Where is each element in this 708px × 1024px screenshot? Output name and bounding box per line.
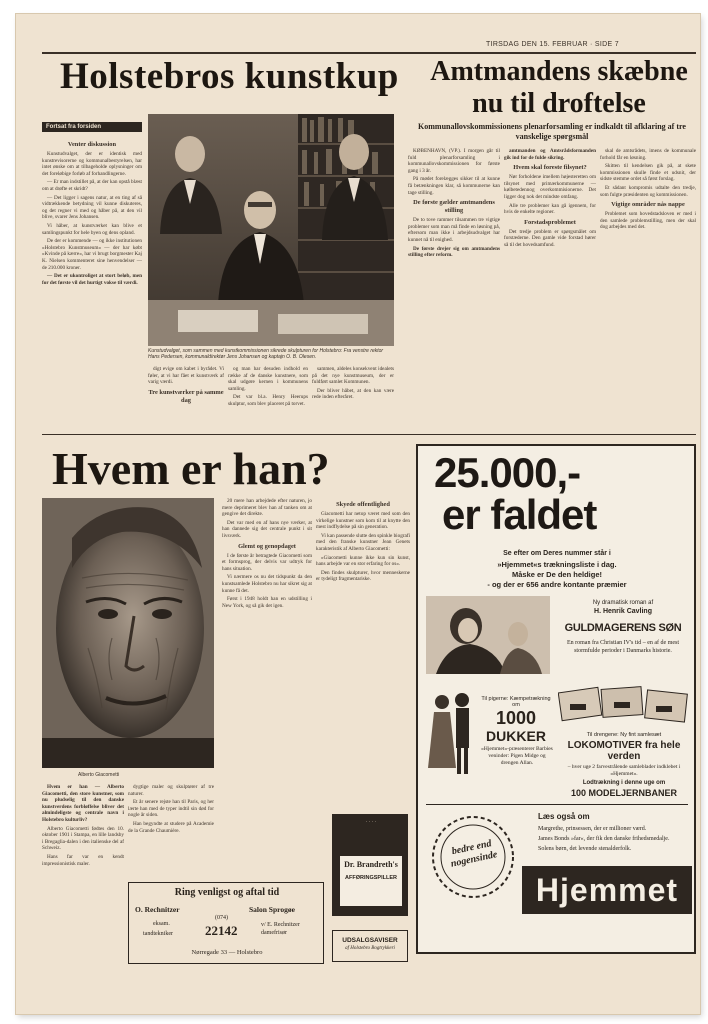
left-fourth-column: sammen, aldeles konsekvent idealets på det nye kunstmuseum, der er fuldført samlet Kommunen. Der bliver håbet, at den kan være rede inden efteråret. xyxy=(312,366,394,401)
brandreth-ad xyxy=(332,814,408,916)
dolls-illustration xyxy=(426,688,476,780)
right-deck: Kommunallovskommissionens plenarforsamling er indkaldt til afklaring af tre vanskelige spørgsmål xyxy=(418,122,686,141)
also-2: James Bonds »far«, der fik den danske frihedsmedalje. xyxy=(538,836,670,842)
hvem-column-4: Skyede offentlighed Giacometti har netop været med som den virkelige kunstner som kom til at knytte den mest indflydelse på sin generation. Vi kan passende slutte den spinkle biografi med den franske kunstner Jean Genets karakteristik af Alberto Giacometti: »Giacometti kunne ikke kun sin kunst, hans arbejde var en stor erfaring for os«. Den findes skulpturer, hvor menneskerne er tydeligt fragmentariske. xyxy=(316,501,410,583)
brandreth-ad-title: Dr. Brandreth's xyxy=(344,860,398,869)
udsalg-title: UDSALGSAVISER xyxy=(342,937,398,944)
serial-illustration xyxy=(426,596,550,674)
mid-page-rule xyxy=(42,434,696,435)
also-1: Margrethe, prinsessen, der er millioner værd. xyxy=(538,826,647,832)
trains-image xyxy=(558,684,690,728)
giacometti-photo xyxy=(42,498,214,768)
hjemmet-logo-bar xyxy=(522,866,692,914)
udsalg-sub: af Holstebro Bogtrykkeri xyxy=(345,946,395,951)
badge xyxy=(428,812,518,902)
hjemmet-tagline1: Se efter om Deres nummer står i xyxy=(503,550,611,557)
ring-ad-role1: eksam. xyxy=(153,921,170,927)
trains-illustration xyxy=(558,684,690,728)
trains-label: LOKOMOTIVER fra hele verden xyxy=(567,740,681,762)
right-column-2: amtmanden og Amtsrådsformanden gik ind for de fulde sikring. Hvem skal foreste filsynet? Nør forholdene imellem højesteretten om tilsynet med primærkommunerne — kølbetedennog overkommisionerne. Det ligger dog nok det mindste omfang. Alle tre problemer kan gå igennem, for hvis de enkelte regioner. Forstadsproblemet Det tredje problem er spørgsmålet om forstæderne. Den gamle vide forstad hører så til det hovedsamfund. xyxy=(504,148,596,248)
trains-prize: 100 MODELJERNBANER xyxy=(570,788,678,798)
also-read: Læs også om xyxy=(538,812,590,821)
right-sub3: Forstadsproblemet xyxy=(524,218,576,226)
ring-ad-left-name: O. Rechnitzer xyxy=(135,905,180,914)
newspaper-page xyxy=(16,14,700,1014)
serial-author: H. Henrik Cavling xyxy=(594,608,652,615)
serial-intro: Ny dramatisk roman af xyxy=(592,600,654,606)
left-headline: Holstebros kunstkup xyxy=(60,56,399,97)
right-column-3: skal de amtsrådets, imens de kommunale forhold får en løsning. Skitten til kendelsen gik på, at skete kommissionen skulle finde et udsnit, der sidste stemme ordet så først forslag. Et sådant kompromis udtalte den tredje, som fulgte præsidenten og kommissionen. Vigtige områder nås nappe Problemet som hovedstadsloven er med i den samlede problemstilling, men der skal dog arbejdes med det. xyxy=(600,148,696,231)
left-middle-column: digt evige om kabet i byrådet. Vi føler, at vi har fået et kunstværk af varig værdi. Tre kunstværker på samme dag xyxy=(148,366,224,404)
brandreth-ad-inner xyxy=(339,855,403,907)
ring-ad-salon: Salon Sprogøe xyxy=(249,905,295,914)
right-sub4: Vigtige områder nås nappe xyxy=(611,201,685,209)
left-third-column: og man har desuden indhold en række af de danske kunstnere, som skal udgøre kernen i kommunens samling. Det var bl.a. Henry Heerups skulptur, som blev placeret på torvet. xyxy=(228,366,308,407)
serial-title: GULDMAGERENS SØN xyxy=(564,622,682,634)
dolls-label: DUKKER xyxy=(486,728,546,744)
right-headline-line1: Amtmandens skæbne xyxy=(430,56,688,87)
committee-photo-image xyxy=(148,114,394,346)
hjemmet-tagline2: »Hjemmet«s trækningsliste i dag. xyxy=(497,560,617,569)
dolls-image xyxy=(426,688,476,780)
dateline: TIRSDAG DEN 15. FEBRUAR · SIDE 7 xyxy=(486,41,619,48)
badge-text: bedre end nogensinde xyxy=(449,838,499,870)
hjemmet-ad xyxy=(416,444,696,954)
ring-ad-address: Nørregade 33 — Holstebro xyxy=(191,949,263,956)
hjemmet-divider xyxy=(426,804,688,805)
giacometti-portrait xyxy=(42,498,214,768)
trains-draw: Lodtrækning i denne uge om xyxy=(582,780,666,786)
udsalg-ad xyxy=(332,930,408,962)
ring-ad-phone-code: (074) xyxy=(215,915,228,921)
hvem-sub2: Skyede offentlighed xyxy=(336,501,390,508)
also-3: Solens børn, det levende stenalderfolk. xyxy=(538,846,632,852)
right-headline-line2: nu til droftelse xyxy=(472,88,646,119)
dolls-number: 1000 xyxy=(495,708,537,728)
committee-photo-caption: Kunstudvalget, som sammen med kunstkommissionen sikrede skulpturen for Holstebro: Fra venstre rektor Hans Pedersen, kommunaldirektør Jens Johansen og kaptajn O. B. Olesen. xyxy=(148,348,384,360)
ring-ad-right-role: v/ E. Rechnitzer damefrisør xyxy=(261,922,300,936)
serial-illustration-image xyxy=(426,596,550,674)
ring-ad-phone: 22142 xyxy=(205,923,238,938)
dolls-intro: Til pigerne: Kæmpetrækning om xyxy=(481,696,551,708)
right-column-1: KØBENHAVN, (VP.). I morgen går til fuld plenarforsamling i kommunallovskommissionen for første gang i 3 år. På mødet forelægges sikker til at kunne få betænkningen klar, så kommunerne kan tage stilling. De første gælder amtmandens stilling De to tove rammer tilsammen tre vigtige problemer som man må finde en løsning på, eftersom man ikke i arbejdsudvalget har kunnet nå til enighed. De første drejer sig om amtmandens stilling efter reform. xyxy=(408,148,500,259)
header-rule xyxy=(42,52,696,54)
giacometti-caption: Alberto Giacometti xyxy=(78,772,120,778)
trains-desc: – hver uge 2 farvestrålende samleblader indklebet i »Hjemmet«. xyxy=(567,764,681,777)
hvem-column-intro: Hvem er han — Alberto Giacometti, den store kunstner, som nu pludselig til den danske kunstverdens forbløffelse bliver det almindeligste og centrale navn i Holstebro kulturliv? Alberto Giacometti fødtes den 10. oktober 1901 i Stampa, en lille landsby i Bregaglia-dalen i den italienske del af Schweiz. Hans far var en kendt impressionistisk maler. xyxy=(42,784,124,867)
hjemmet-big-number: 25.000,- xyxy=(434,449,581,496)
hvem-column-3: 20 mere han arbejdede efter naturen, jo mere deprimeret blev han af tanken om at gengive det direkte. Det var med en af hans nye værker, at han dannede sig det centrale punkt i sit livsværk. Glemt og genopdaget I de første år betragtede Giacometti som et formsprog, der delvis var udtryk for hans situation. Vi nærmere os nu det tidspunkt da den kunstsamlede Holstebro nu har sikret sig at kunne få det. Først i 1948 holdt han en udstilling i New York, og så gik det igen. xyxy=(222,498,312,609)
brandreth-ad-top: · · · · xyxy=(365,819,377,825)
committee-photo xyxy=(148,114,394,346)
right-sub1: De første gælder amtmandens stilling xyxy=(413,199,495,215)
hvem-sub1: Glemt og genopdaget xyxy=(238,542,296,550)
left-column-text: Venter diskussion Kunstudvalget, der er identisk med kunstrevisorerne og kommunalbestyrelsen, har intet ønske om at tilbageholde oplysninger om det foreløbige forløb af forhandlingerne. — Er man indstillet på, at der kan opstå blæst om at drøfte et skridt? — Det ligger i sagens natur, at en ting af så vidtrækkende betydning vil kunne diskuteres, og det regner vi med og håber på, at den vil blive, svarer Jens Johansen. Vi håber, at kunstværket kan blive et samlingspunkt for hele byen og dens opland. De der er kommende — og ikke institutionen »Holstebro Kunstmuseum« — der har købt »Kvinde på kærre«, har vi brugt borgmester Kaj K. Nielsen kommenteret sine henvendelser — de 210.000 kroner. — Det er ukontroliget at stort beløb, men for det første vil det hurtigt vokse til værdi. xyxy=(42,141,142,286)
left-subhead: Venter diskussion xyxy=(67,141,117,148)
dolls-desc: »Hjemmet«-præsenterer Barbies veninder: Pigen Midge og drengen Allan. xyxy=(481,746,553,766)
right-sub2: Hvem skal foreste filsynet? xyxy=(513,164,587,172)
brandreth-ad-sub: AFFØRINGSPILLER xyxy=(345,875,397,881)
hjemmet-tagline4: - og der er 656 andre kontante præmier xyxy=(487,580,627,589)
trains-intro: Til drengene: Ny fint samlesæt xyxy=(586,732,662,738)
hvem-headline: Hvem er han? xyxy=(52,443,330,494)
ring-ad-title: Ring venligst og aftal tid xyxy=(174,887,280,898)
hjemmet-big-text: er faldet xyxy=(442,491,597,538)
hjemmet-tagline3: Måske er De den heldige! xyxy=(511,570,603,579)
hvem-column-2: dygtige maler og skulptører af tre naturer. Et år senere rejste han til Paris, og her lærte han med de typer indtil sin død for nogle år siden. Han begyndte at studere på Academie de la Grande Chaumière. xyxy=(128,784,214,834)
hjemmet-logo: Hjemmet xyxy=(535,872,679,908)
ring-ad-role2: tandtekniker xyxy=(143,931,173,937)
ring-ad xyxy=(128,882,324,964)
three-works-subhead: Tre kunstværker på samme dag xyxy=(148,388,224,404)
continued-label: Fortsat fra forsiden xyxy=(42,122,142,132)
serial-desc: En roman fra Christian IV's tid – en af de mest stormfulde perioder i Danmarks historie. xyxy=(566,640,680,654)
